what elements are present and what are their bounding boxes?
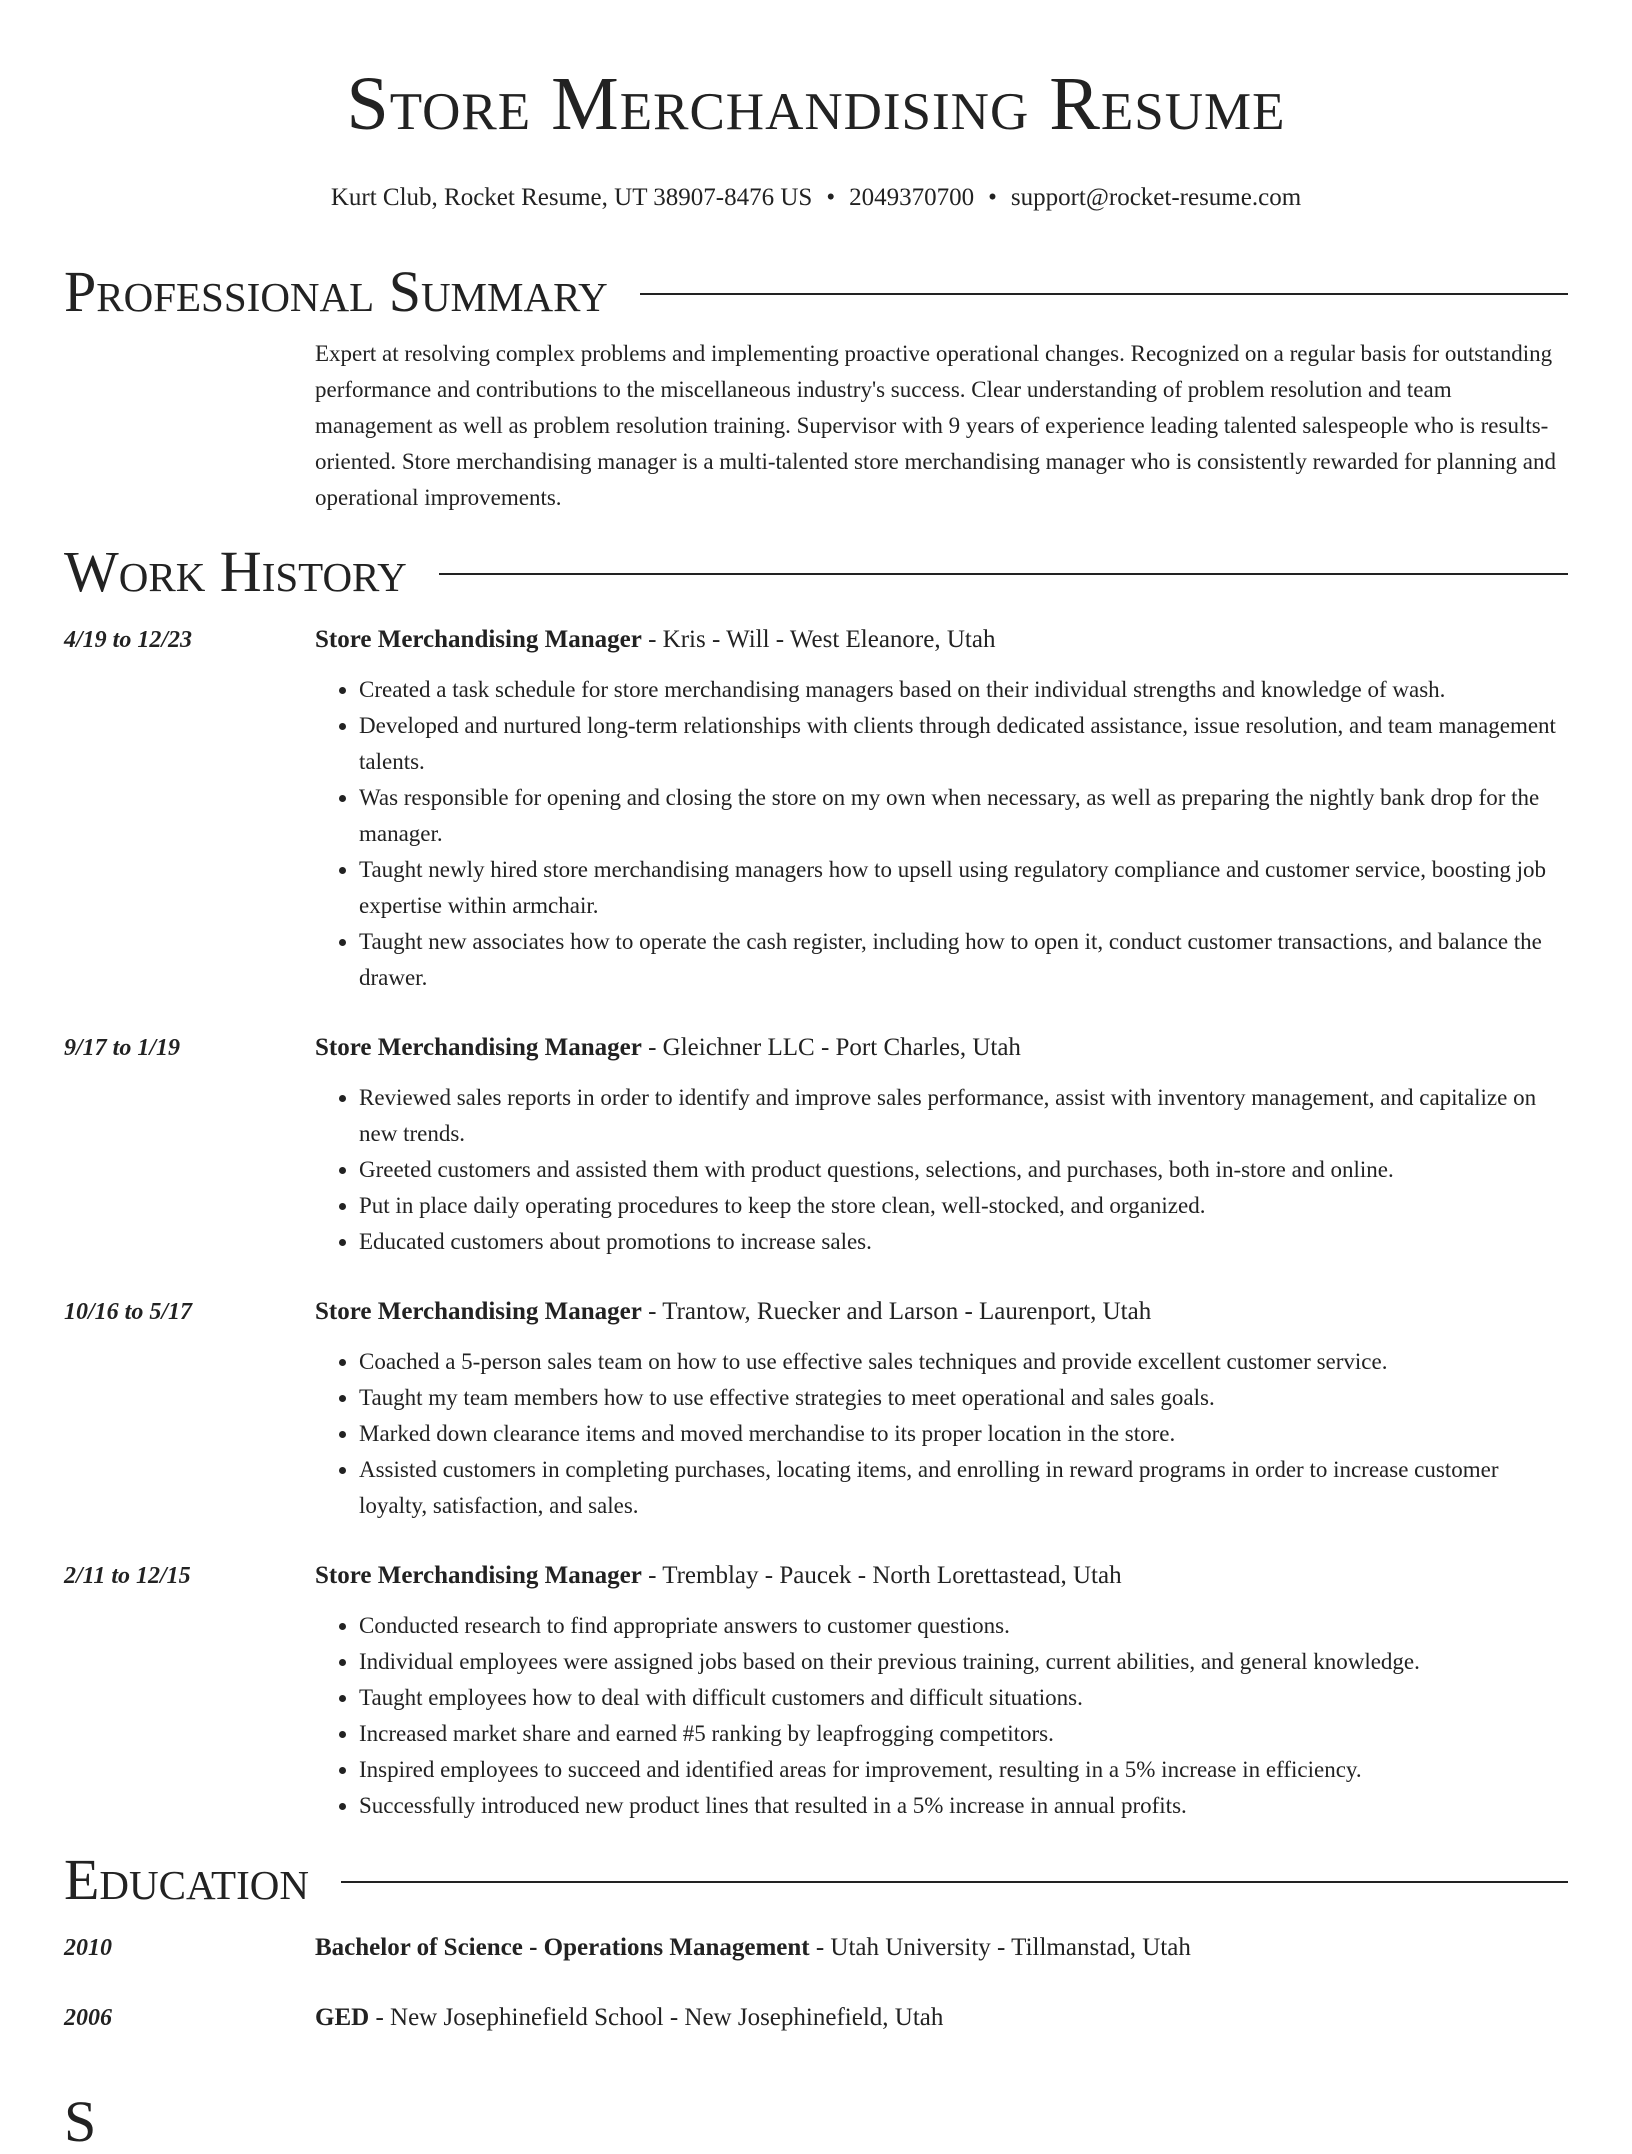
job-bullets [315, 1080, 1568, 1260]
job-heading [315, 1296, 1568, 1328]
job-title: Store Merchandising Manager [315, 1562, 642, 1589]
section-title: Education [64, 1847, 309, 1912]
job-entry [64, 1032, 1568, 1260]
list-item: • Reviewed sales reports in order to identify and improve sales performance, assist with inventory management, and capitalize on new trends. [359, 1080, 1568, 1152]
section-heading-education [64, 1848, 1568, 1912]
education-school: - Utah University - Tillmanstad, Utah [809, 1934, 1191, 1961]
list-item: • Taught employees how to deal with difficult customers and difficult situations. [359, 1680, 1568, 1716]
section-title: Professional Summary [64, 259, 608, 324]
list-item: • Taught new associates how to operate the cash register, including how to open it, conduct customer transactions, and balance the drawer. [359, 924, 1568, 996]
job-heading [315, 1032, 1568, 1064]
list-item: • Greeted customers and assisted them with product questions, selections, and purchases, both in-store and online. [359, 1152, 1568, 1188]
list-item: • Developed and nurtured long-term relationships with clients through dedicated assistance, issue resolution, and team management talents. [359, 708, 1568, 780]
list-item: • Increased market share and earned #5 ranking by leapfrogging competitors. [359, 1716, 1568, 1752]
contact-email: support@rocket-resume.com [1010, 184, 1302, 211]
job-title: Store Merchandising Manager [315, 1298, 642, 1325]
resume-title: Store Merchandising Resume [346, 62, 1286, 146]
contact-separator: • [988, 184, 997, 211]
job-employer: - Tremblay - Paucek - North Lorettastead, Utah [641, 1562, 1122, 1589]
job-entry [64, 1296, 1568, 1524]
job-bullets [315, 1608, 1568, 1824]
contact-phone: 2049370700 [849, 184, 975, 211]
education-degree: GED [315, 2004, 370, 2031]
list-item: • Coached a 5-person sales team on how to use effective sales techniques and provide excellent customer service. [359, 1344, 1568, 1380]
section-heading-work-history [64, 540, 1568, 604]
contact-separator: • [826, 184, 836, 211]
job-dates: 2/11 to 12/15 [64, 1563, 191, 1589]
education-heading [315, 1932, 1568, 1964]
job-bullets [315, 672, 1568, 996]
list-item: • Marked down clearance items and moved merchandise to its proper location in the store. [359, 1416, 1568, 1452]
list-item: • Was responsible for opening and closing the store on my own when necessary, as well as preparing the nightly bank drop for the manager. [359, 780, 1568, 852]
next-section-heading-partial: S [64, 2089, 97, 2154]
job-dates: 10/16 to 5/17 [64, 1299, 193, 1325]
job-content [315, 1032, 1568, 1260]
job-heading [315, 1560, 1568, 1592]
job-employer: - Kris - Will - West Eleanore, Utah [641, 626, 996, 653]
list-item: • Put in place daily operating procedures to keep the store clean, well-stocked, and organized. [359, 1188, 1568, 1224]
list-item: • Conducted research to find appropriate answers to customer questions. [359, 1608, 1568, 1644]
list-item: • Inspired employees to succeed and identified areas for improvement, resulting in a 5% increase in efficiency. [359, 1752, 1568, 1788]
job-heading [315, 624, 1568, 656]
education-school: - New Josephinefield School - New Josephinefield, Utah [369, 2004, 944, 2031]
section-heading-summary [64, 260, 1568, 324]
job-content [315, 1560, 1568, 1824]
list-item: • Taught my team members how to use effective strategies to meet operational and sales goals. [359, 1380, 1568, 1416]
education-heading [315, 2002, 1568, 2034]
resume-page [64, 0, 1568, 2034]
list-item: • Taught newly hired store merchandising managers how to upsell using regulatory compliance and customer service, boosting job expertise within armchair. [359, 852, 1568, 924]
summary-text: Expert at resolving complex problems and implementing proactive operational changes. Recognized on a regular basis for outstanding performance and contributions to the miscellaneous industry's success. Clear understanding of problem resolution and team management as well as problem resolution training. Supervisor with 9 years of experience leading talented salespeople who is results-oriented. Store merchandising manager is a multi-talented store merchandising manager who is consistently rewarded for planning and operational improvements. [315, 341, 1556, 510]
education-year: 2010 [64, 1935, 112, 1961]
list-item: • Individual employees were assigned jobs based on their previous training, current abilities, and general knowledge. [359, 1644, 1568, 1680]
job-content [315, 624, 1568, 996]
job-dates: 4/19 to 12/23 [64, 627, 193, 653]
education-entry [64, 1932, 1568, 1964]
list-item: • Educated customers about promotions to increase sales. [359, 1224, 1568, 1260]
job-dates: 9/17 to 1/19 [64, 1035, 181, 1061]
job-title: Store Merchandising Manager [315, 626, 642, 653]
job-title: Store Merchandising Manager [315, 1034, 642, 1061]
list-item: • Created a task schedule for store merchandising managers based on their individual strengths and knowledge of wash. [359, 672, 1568, 708]
list-item: • Assisted customers in completing purchases, locating items, and enrolling in reward programs in order to increase customer loyalty, satisfaction, and sales. [359, 1452, 1568, 1524]
job-bullets [315, 1344, 1568, 1524]
education-year: 2006 [64, 2005, 112, 2031]
job-employer: - Trantow, Ruecker and Larson - Laurenport, Utah [641, 1298, 1152, 1325]
contact-line [64, 182, 1568, 214]
education-degree: Bachelor of Science - Operations Management [315, 1934, 810, 1961]
contact-address: Kurt Club, Rocket Resume, UT 38907-8476 US [330, 184, 813, 211]
section-divider [341, 1881, 1568, 1883]
section-divider [439, 573, 1568, 575]
section-divider [640, 293, 1568, 295]
job-content [315, 1296, 1568, 1524]
education-entry [64, 2002, 1568, 2034]
section-title: Work History [64, 539, 407, 604]
job-entry [64, 624, 1568, 996]
job-entry [64, 1560, 1568, 1824]
list-item: • Successfully introduced new product lines that resulted in a 5% increase in annual profits. [359, 1788, 1568, 1824]
job-employer: - Gleichner LLC - Port Charles, Utah [641, 1034, 1021, 1061]
